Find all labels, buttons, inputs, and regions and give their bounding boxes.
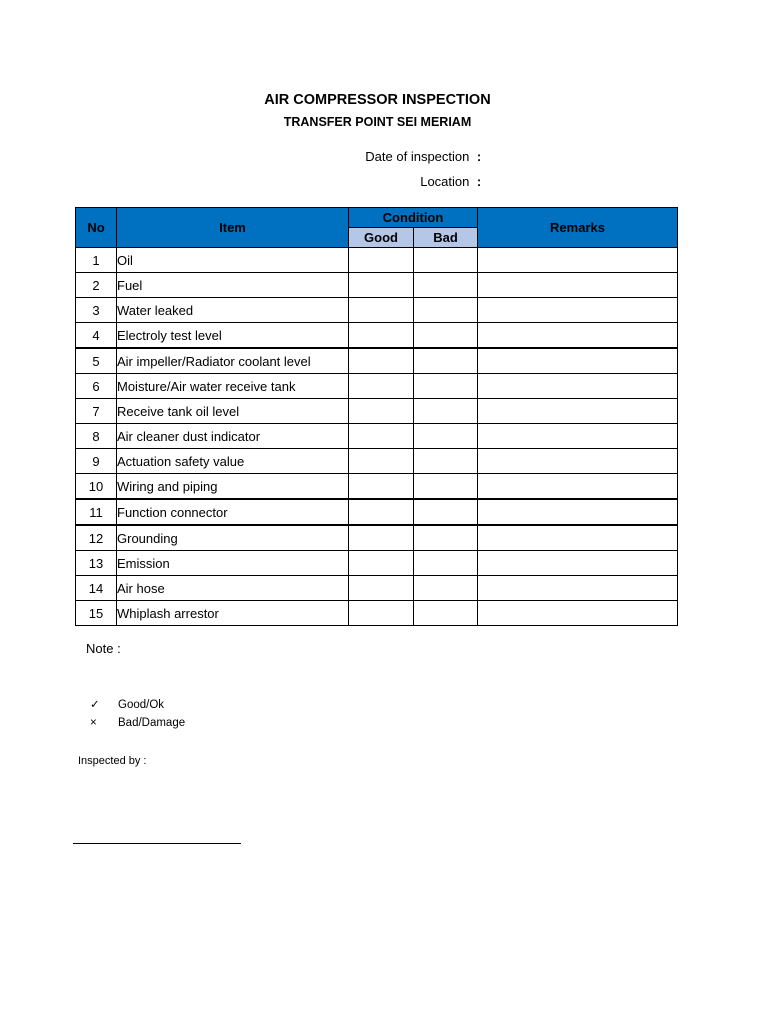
- good-cell[interactable]: [349, 323, 414, 349]
- row-number: 10: [76, 474, 117, 500]
- remarks-cell[interactable]: [478, 449, 678, 474]
- location-colon: :: [476, 174, 482, 189]
- remarks-cell[interactable]: [478, 374, 678, 399]
- date-of-inspection-row: [365, 149, 485, 164]
- good-cell[interactable]: [349, 399, 414, 424]
- row-item: Emission: [117, 551, 349, 576]
- row-item: Wiring and piping: [117, 474, 349, 500]
- header-good: Good: [349, 228, 414, 248]
- remarks-cell[interactable]: [478, 601, 678, 626]
- row-number: 9: [76, 449, 117, 474]
- table-body: [76, 248, 678, 626]
- location-row: [420, 174, 485, 189]
- legend-bad: [90, 717, 185, 729]
- good-cell[interactable]: [349, 374, 414, 399]
- good-cell[interactable]: [349, 474, 414, 500]
- row-item: Electroly test level: [117, 323, 349, 349]
- legend-good-label: Good/Ok: [118, 699, 165, 711]
- row-number: 12: [76, 525, 117, 551]
- row-item: Whiplash arrestor: [117, 601, 349, 626]
- row-item: Water leaked: [117, 298, 349, 323]
- row-item: Air hose: [117, 576, 349, 601]
- bad-cell[interactable]: [414, 323, 478, 349]
- table-row: [76, 551, 678, 576]
- remarks-cell[interactable]: [478, 399, 678, 424]
- good-cell[interactable]: [349, 424, 414, 449]
- row-number: 5: [76, 348, 117, 374]
- header-condition: Condition: [349, 208, 478, 228]
- remarks-cell[interactable]: [478, 298, 678, 323]
- table-row: [76, 399, 678, 424]
- date-of-inspection-label: Date of inspection: [365, 149, 470, 164]
- remarks-cell[interactable]: [478, 273, 678, 298]
- good-cell[interactable]: [349, 525, 414, 551]
- good-cell[interactable]: [349, 576, 414, 601]
- bad-cell[interactable]: [414, 374, 478, 399]
- row-number: 4: [76, 323, 117, 349]
- row-number: 3: [76, 298, 117, 323]
- good-cell[interactable]: [349, 248, 414, 273]
- bad-cell[interactable]: [414, 601, 478, 626]
- row-item: Fuel: [117, 273, 349, 298]
- header-bad: Bad: [414, 228, 478, 248]
- row-number: 13: [76, 551, 117, 576]
- row-number: 8: [76, 424, 117, 449]
- remarks-cell[interactable]: [478, 248, 678, 273]
- table-row: [76, 424, 678, 449]
- remarks-cell[interactable]: [478, 551, 678, 576]
- row-number: 7: [76, 399, 117, 424]
- location-label: Location: [420, 174, 470, 189]
- good-cell[interactable]: [349, 273, 414, 298]
- remarks-cell[interactable]: [478, 323, 678, 349]
- row-number: 6: [76, 374, 117, 399]
- row-item: Grounding: [117, 525, 349, 551]
- row-item: Function connector: [117, 499, 349, 525]
- row-number: 14: [76, 576, 117, 601]
- bad-cell[interactable]: [414, 273, 478, 298]
- row-number: 1: [76, 248, 117, 273]
- table-row: [76, 323, 678, 349]
- legend-bad-label: Bad/Damage: [118, 717, 186, 729]
- row-item: Oil: [117, 248, 349, 273]
- table-row: [76, 298, 678, 323]
- row-item: Air cleaner dust indicator: [117, 424, 349, 449]
- good-cell[interactable]: [349, 298, 414, 323]
- bad-cell[interactable]: [414, 298, 478, 323]
- bad-cell[interactable]: [414, 248, 478, 273]
- inspection-table: [75, 207, 678, 626]
- header-no: No: [76, 208, 117, 248]
- bad-cell[interactable]: [414, 499, 478, 525]
- remarks-cell[interactable]: [478, 348, 678, 374]
- bad-cell[interactable]: [414, 424, 478, 449]
- inspected-by-label: Inspected by :: [78, 755, 147, 767]
- remarks-cell[interactable]: [478, 525, 678, 551]
- good-cell[interactable]: [349, 449, 414, 474]
- bad-cell[interactable]: [414, 449, 478, 474]
- remarks-cell[interactable]: [478, 424, 678, 449]
- note-label: Note: [86, 641, 114, 656]
- row-item: Receive tank oil level: [117, 399, 349, 424]
- row-item: Actuation safety value: [117, 449, 349, 474]
- bad-cell[interactable]: [414, 576, 478, 601]
- table-row: [76, 525, 678, 551]
- cross-icon: ×: [90, 717, 97, 729]
- good-cell[interactable]: [349, 551, 414, 576]
- remarks-cell[interactable]: [478, 576, 678, 601]
- header-remarks: Remarks: [478, 208, 678, 248]
- table-row: [76, 474, 678, 500]
- table-row: [76, 499, 678, 525]
- document-title: AIR COMPRESSOR INSPECTION: [264, 92, 491, 108]
- table-row: [76, 576, 678, 601]
- bad-cell[interactable]: [414, 525, 478, 551]
- date-colon: :: [476, 149, 482, 164]
- row-number: 15: [76, 601, 117, 626]
- good-cell[interactable]: [349, 499, 414, 525]
- legend-good: [90, 697, 164, 711]
- remarks-cell[interactable]: [478, 474, 678, 500]
- table-row: [76, 273, 678, 298]
- row-item: Air impeller/Radiator coolant level: [117, 348, 349, 374]
- table-row: [76, 601, 678, 626]
- bad-cell[interactable]: [414, 348, 478, 374]
- row-number: 2: [76, 273, 117, 298]
- row-item: Moisture/Air water receive tank: [117, 374, 349, 399]
- note-row: [86, 641, 121, 656]
- bad-cell[interactable]: [414, 399, 478, 424]
- table-row: [76, 348, 678, 374]
- signature-line: [73, 843, 241, 844]
- good-cell[interactable]: [349, 348, 414, 374]
- table-row: [76, 374, 678, 399]
- table-row: [76, 248, 678, 273]
- bad-cell[interactable]: [414, 551, 478, 576]
- header-item: Item: [117, 208, 349, 248]
- good-cell[interactable]: [349, 601, 414, 626]
- bad-cell[interactable]: [414, 474, 478, 500]
- remarks-cell[interactable]: [478, 499, 678, 525]
- document-subtitle: TRANSFER POINT SEI MERIAM: [283, 115, 472, 129]
- table-row: [76, 449, 678, 474]
- note-colon: :: [117, 641, 121, 656]
- row-number: 11: [76, 499, 117, 525]
- check-icon: ✓: [90, 699, 100, 711]
